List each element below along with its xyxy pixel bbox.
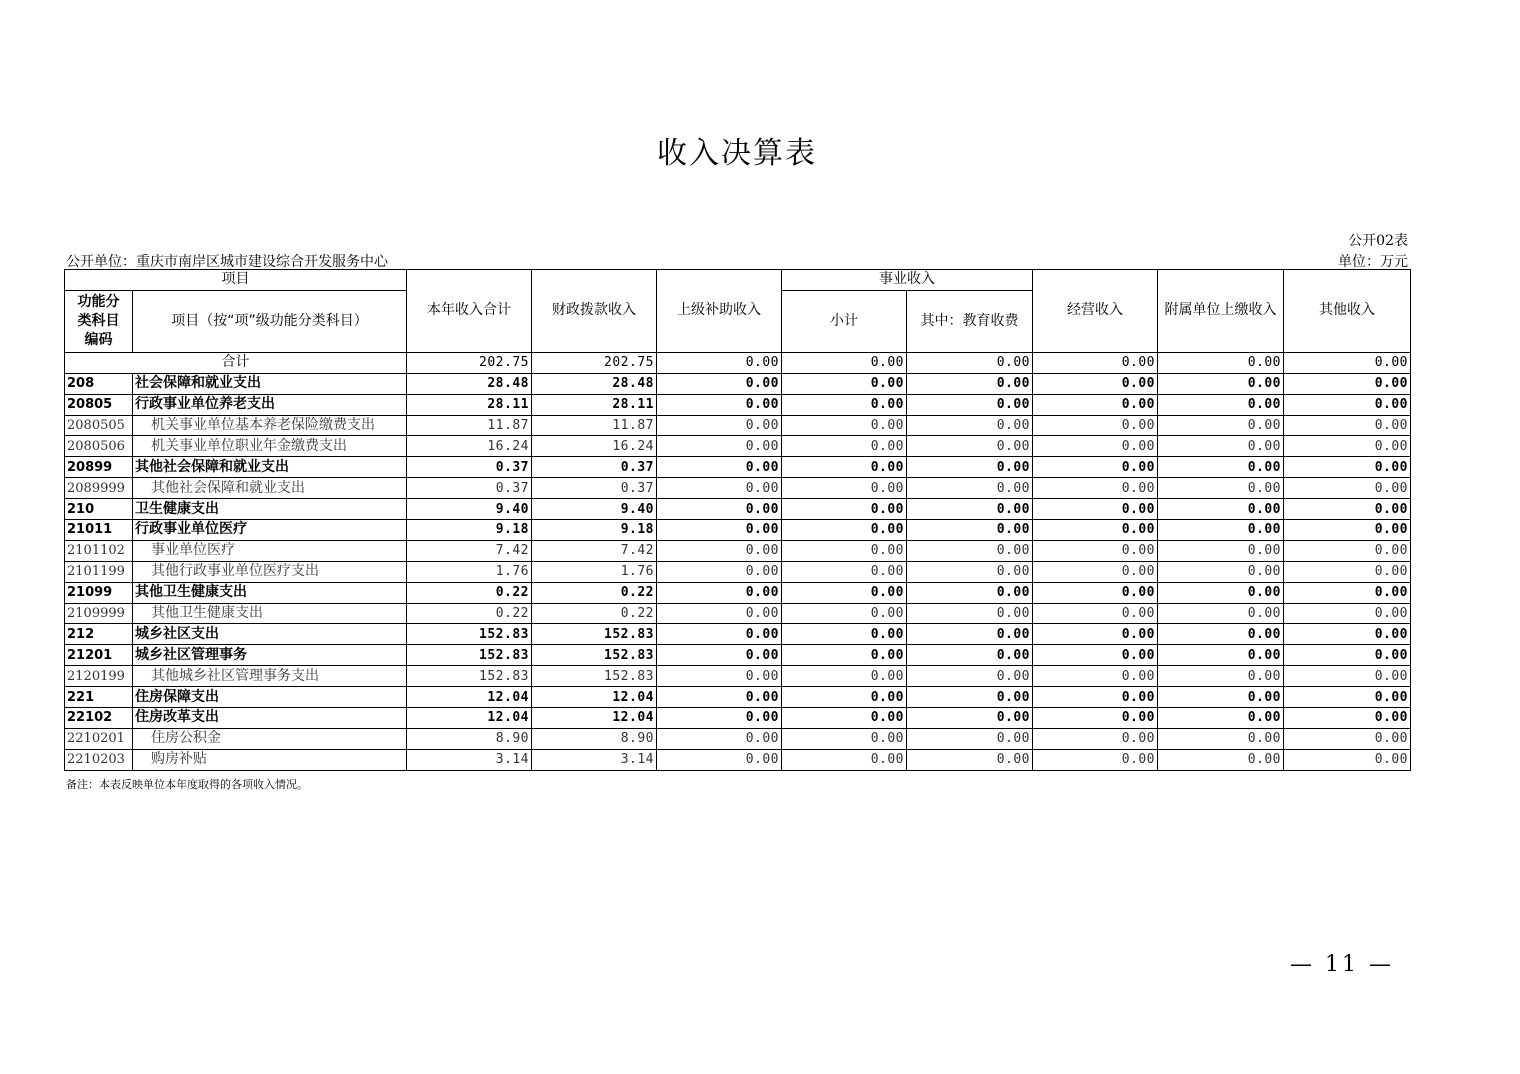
project-name: 购房补贴	[133, 749, 407, 770]
header-project: 项目	[65, 270, 407, 291]
form-number: 公开02表	[1348, 233, 1408, 249]
table-row	[65, 436, 1411, 457]
table-row	[65, 415, 1411, 436]
table-row	[65, 520, 1411, 541]
total-value: 0.00	[1158, 352, 1284, 373]
amount-cell: 0.00	[907, 520, 1033, 541]
amount-cell: 0.00	[907, 603, 1033, 624]
amount-cell: 9.40	[532, 499, 657, 520]
amount-cell: 0.00	[1033, 373, 1158, 394]
function-code: 210	[65, 499, 133, 520]
amount-cell: 0.00	[1284, 708, 1411, 729]
amount-cell: 0.00	[782, 499, 907, 520]
amount-cell: 0.00	[1158, 708, 1284, 729]
amount-cell: 0.00	[1284, 582, 1411, 603]
project-name: 其他卫生健康支出	[133, 603, 407, 624]
amount-cell: 0.00	[782, 666, 907, 687]
table-row	[65, 561, 1411, 582]
amount-cell: 0.00	[1158, 373, 1284, 394]
header-fiscal: 财政拨款收入	[532, 270, 657, 353]
amount-cell: 0.00	[657, 478, 782, 499]
amount-cell: 12.04	[407, 708, 532, 729]
amount-cell: 0.00	[1158, 415, 1284, 436]
function-code: 2089999	[65, 478, 133, 499]
amount-cell: 0.00	[907, 478, 1033, 499]
amount-cell: 0.00	[1033, 687, 1158, 708]
total-value: 0.00	[782, 352, 907, 373]
project-name: 社会保障和就业支出	[133, 373, 407, 394]
amount-cell: 0.00	[657, 582, 782, 603]
amount-cell: 0.37	[407, 478, 532, 499]
amount-cell: 0.00	[907, 749, 1033, 770]
amount-cell: 1.76	[407, 561, 532, 582]
amount-cell: 0.00	[1033, 394, 1158, 415]
function-code: 2109999	[65, 603, 133, 624]
function-code: 22102	[65, 708, 133, 729]
amount-cell: 0.00	[1158, 520, 1284, 541]
amount-cell: 0.00	[782, 520, 907, 541]
amount-cell: 12.04	[407, 687, 532, 708]
amount-cell: 0.00	[782, 624, 907, 645]
amount-cell: 0.22	[407, 582, 532, 603]
amount-cell: 0.00	[782, 708, 907, 729]
amount-cell: 0.00	[1033, 603, 1158, 624]
amount-cell: 0.00	[657, 749, 782, 770]
amount-cell: 0.00	[657, 666, 782, 687]
amount-cell: 0.00	[657, 457, 782, 478]
total-value: 202.75	[532, 352, 657, 373]
amount-cell: 0.00	[907, 582, 1033, 603]
amount-cell: 152.83	[532, 624, 657, 645]
amount-cell: 28.11	[407, 394, 532, 415]
amount-cell: 0.00	[1284, 457, 1411, 478]
amount-cell: 0.00	[1284, 666, 1411, 687]
project-name: 其他城乡社区管理事务支出	[133, 666, 407, 687]
total-row	[65, 352, 1411, 373]
amount-cell: 7.42	[407, 540, 532, 561]
table-row	[65, 687, 1411, 708]
project-name: 机关事业单位职业年金缴费支出	[133, 436, 407, 457]
amount-cell: 0.00	[1284, 436, 1411, 457]
amount-cell: 3.14	[407, 749, 532, 770]
amount-cell: 0.00	[1284, 624, 1411, 645]
project-name: 其他行政事业单位医疗支出	[133, 561, 407, 582]
amount-cell: 0.00	[1284, 373, 1411, 394]
amount-cell: 9.40	[407, 499, 532, 520]
table-row	[65, 749, 1411, 770]
table-row	[65, 666, 1411, 687]
amount-cell: 0.00	[782, 561, 907, 582]
total-value: 0.00	[1284, 352, 1411, 373]
page-number: — 11 —	[1290, 952, 1394, 977]
amount-cell: 0.00	[1284, 687, 1411, 708]
project-name: 机关事业单位基本养老保险缴费支出	[133, 415, 407, 436]
total-value: 202.75	[407, 352, 532, 373]
project-name: 其他社会保障和就业支出	[133, 457, 407, 478]
table-row	[65, 645, 1411, 666]
amount-cell: 28.48	[407, 373, 532, 394]
amount-cell: 0.00	[782, 415, 907, 436]
amount-cell: 0.00	[657, 540, 782, 561]
amount-cell: 0.00	[907, 394, 1033, 415]
amount-cell: 0.00	[1284, 728, 1411, 749]
amount-cell: 0.00	[782, 394, 907, 415]
header-project-name: 项目（按“项”级功能分类科目）	[133, 290, 407, 352]
reporting-unit: 公开单位：重庆市南岸区城市建设综合开发服务中心	[66, 254, 388, 270]
project-name: 其他社会保障和就业支出	[133, 478, 407, 499]
amount-cell: 0.00	[907, 728, 1033, 749]
amount-cell: 0.00	[907, 540, 1033, 561]
amount-cell: 0.00	[907, 373, 1033, 394]
amount-cell: 0.00	[1158, 478, 1284, 499]
amount-cell: 0.00	[782, 687, 907, 708]
amount-cell: 0.00	[657, 687, 782, 708]
function-code: 21201	[65, 645, 133, 666]
amount-cell: 0.00	[1033, 582, 1158, 603]
amount-cell: 0.00	[1284, 415, 1411, 436]
amount-cell: 0.00	[1033, 415, 1158, 436]
amount-cell: 0.00	[1033, 666, 1158, 687]
amount-cell: 0.00	[1158, 394, 1284, 415]
amount-cell: 0.00	[907, 436, 1033, 457]
amount-cell: 0.00	[1033, 436, 1158, 457]
amount-cell: 16.24	[532, 436, 657, 457]
page-title: 收入决算表	[657, 136, 817, 171]
amount-cell: 11.87	[532, 415, 657, 436]
amount-cell: 0.00	[782, 645, 907, 666]
project-name: 事业单位医疗	[133, 540, 407, 561]
amount-cell: 0.00	[782, 540, 907, 561]
amount-cell: 0.00	[782, 749, 907, 770]
amount-cell: 0.00	[907, 457, 1033, 478]
income-table	[64, 269, 1411, 771]
amount-cell: 0.00	[1158, 687, 1284, 708]
amount-cell: 0.00	[907, 687, 1033, 708]
project-name: 住房改革支出	[133, 708, 407, 729]
amount-cell: 12.04	[532, 708, 657, 729]
function-code: 2210203	[65, 749, 133, 770]
header-business: 事业收入	[782, 270, 1033, 291]
amount-cell: 0.00	[1158, 603, 1284, 624]
amount-cell: 0.00	[657, 728, 782, 749]
header-operating: 经营收入	[1033, 270, 1158, 353]
amount-cell: 0.00	[1284, 603, 1411, 624]
amount-cell: 0.00	[657, 436, 782, 457]
header-affiliated: 附属单位上缴收入	[1158, 270, 1284, 353]
amount-cell: 0.00	[1158, 749, 1284, 770]
amount-cell: 8.90	[532, 728, 657, 749]
amount-cell: 0.00	[782, 478, 907, 499]
total-value: 0.00	[1033, 352, 1158, 373]
project-name: 城乡社区支出	[133, 624, 407, 645]
amount-cell: 0.00	[1033, 499, 1158, 520]
amount-cell: 12.04	[532, 687, 657, 708]
amount-cell: 0.00	[1033, 540, 1158, 561]
amount-cell: 0.00	[907, 708, 1033, 729]
amount-cell: 0.00	[1284, 520, 1411, 541]
amount-cell: 11.87	[407, 415, 532, 436]
amount-cell: 0.00	[1158, 666, 1284, 687]
amount-cell: 0.00	[657, 603, 782, 624]
amount-cell: 0.00	[1284, 561, 1411, 582]
function-code: 208	[65, 373, 133, 394]
amount-cell: 0.00	[657, 561, 782, 582]
function-code: 21099	[65, 582, 133, 603]
amount-cell: 0.22	[532, 603, 657, 624]
amount-cell: 0.00	[782, 373, 907, 394]
header-func-code: 功能分类科目编码	[65, 290, 133, 352]
table-row	[65, 624, 1411, 645]
project-name: 其他卫生健康支出	[133, 582, 407, 603]
amount-cell: 0.00	[1158, 499, 1284, 520]
amount-cell: 152.83	[407, 645, 532, 666]
table-row	[65, 499, 1411, 520]
amount-cell: 3.14	[532, 749, 657, 770]
amount-cell: 0.00	[782, 728, 907, 749]
project-name: 行政事业单位养老支出	[133, 394, 407, 415]
amount-cell: 0.37	[532, 457, 657, 478]
amount-cell: 152.83	[532, 666, 657, 687]
amount-cell: 0.00	[782, 582, 907, 603]
amount-cell: 0.00	[657, 645, 782, 666]
function-code: 212	[65, 624, 133, 645]
amount-cell: 0.00	[1033, 478, 1158, 499]
table-row	[65, 394, 1411, 415]
function-code: 2120199	[65, 666, 133, 687]
table-row	[65, 457, 1411, 478]
table-note: 备注：本表反映单位本年度取得的各项收入情况。	[66, 778, 308, 791]
amount-cell: 0.00	[657, 708, 782, 729]
amount-cell: 0.00	[1158, 645, 1284, 666]
amount-cell: 28.48	[532, 373, 657, 394]
amount-cell: 0.00	[907, 415, 1033, 436]
table-row	[65, 708, 1411, 729]
amount-cell: 0.00	[1158, 728, 1284, 749]
project-name: 住房公积金	[133, 728, 407, 749]
amount-cell: 9.18	[407, 520, 532, 541]
amount-cell: 7.42	[532, 540, 657, 561]
amount-cell: 0.37	[407, 457, 532, 478]
header-superior: 上级补助收入	[657, 270, 782, 353]
amount-cell: 152.83	[532, 645, 657, 666]
amount-cell: 0.00	[657, 394, 782, 415]
project-name: 住房保障支出	[133, 687, 407, 708]
table-row	[65, 373, 1411, 394]
function-code: 2080505	[65, 415, 133, 436]
function-code: 21011	[65, 520, 133, 541]
amount-cell: 0.00	[657, 520, 782, 541]
project-name: 卫生健康支出	[133, 499, 407, 520]
amount-cell: 0.00	[1033, 520, 1158, 541]
amount-cell: 0.00	[907, 666, 1033, 687]
table-row	[65, 582, 1411, 603]
amount-cell: 0.37	[532, 478, 657, 499]
amount-cell: 1.76	[532, 561, 657, 582]
function-code: 2101102	[65, 540, 133, 561]
project-name: 城乡社区管理事务	[133, 645, 407, 666]
amount-cell: 0.00	[1158, 582, 1284, 603]
header-other: 其他收入	[1284, 270, 1411, 353]
header-total-income: 本年收入合计	[407, 270, 532, 353]
amount-cell: 0.00	[1284, 499, 1411, 520]
amount-cell: 0.00	[657, 624, 782, 645]
amount-cell: 0.00	[1158, 624, 1284, 645]
function-code: 2210201	[65, 728, 133, 749]
amount-cell: 0.00	[1033, 708, 1158, 729]
function-code: 20805	[65, 394, 133, 415]
amount-cell: 0.22	[532, 582, 657, 603]
total-value: 0.00	[657, 352, 782, 373]
amount-cell: 0.00	[1033, 561, 1158, 582]
amount-cell: 0.00	[782, 457, 907, 478]
function-code: 2101199	[65, 561, 133, 582]
amount-cell: 0.00	[1158, 457, 1284, 478]
amount-cell: 9.18	[532, 520, 657, 541]
amount-cell: 0.00	[1033, 624, 1158, 645]
amount-cell: 0.00	[907, 561, 1033, 582]
amount-cell: 0.00	[1284, 749, 1411, 770]
total-value: 0.00	[907, 352, 1033, 373]
amount-cell: 0.00	[907, 624, 1033, 645]
amount-cell: 0.00	[1284, 540, 1411, 561]
table-row	[65, 603, 1411, 624]
table-row	[65, 478, 1411, 499]
amount-cell: 0.00	[1158, 561, 1284, 582]
amount-cell: 0.00	[657, 415, 782, 436]
header-education: 其中：教育收费	[907, 290, 1033, 352]
amount-cell: 0.00	[1284, 478, 1411, 499]
amount-cell: 8.90	[407, 728, 532, 749]
function-code: 2080506	[65, 436, 133, 457]
amount-cell: 0.00	[1158, 436, 1284, 457]
project-name: 行政事业单位医疗	[133, 520, 407, 541]
amount-cell: 0.00	[657, 373, 782, 394]
table-row	[65, 728, 1411, 749]
amount-cell: 16.24	[407, 436, 532, 457]
amount-cell: 0.22	[407, 603, 532, 624]
function-code: 20899	[65, 457, 133, 478]
amount-cell: 0.00	[1033, 728, 1158, 749]
table-row	[65, 540, 1411, 561]
amount-cell: 152.83	[407, 624, 532, 645]
amount-cell: 0.00	[1158, 540, 1284, 561]
amount-cell: 0.00	[657, 499, 782, 520]
amount-cell: 0.00	[1033, 749, 1158, 770]
amount-cell: 0.00	[907, 645, 1033, 666]
amount-cell: 0.00	[1284, 394, 1411, 415]
amount-cell: 0.00	[907, 499, 1033, 520]
function-code: 221	[65, 687, 133, 708]
amount-cell: 0.00	[782, 603, 907, 624]
amount-cell: 0.00	[1033, 457, 1158, 478]
currency-unit: 单位：万元	[1338, 254, 1408, 270]
amount-cell: 28.11	[532, 394, 657, 415]
header-subtotal: 小计	[782, 290, 907, 352]
amount-cell: 0.00	[1284, 645, 1411, 666]
total-label: 合计	[65, 352, 407, 373]
amount-cell: 0.00	[782, 436, 907, 457]
amount-cell: 152.83	[407, 666, 532, 687]
amount-cell: 0.00	[1033, 645, 1158, 666]
